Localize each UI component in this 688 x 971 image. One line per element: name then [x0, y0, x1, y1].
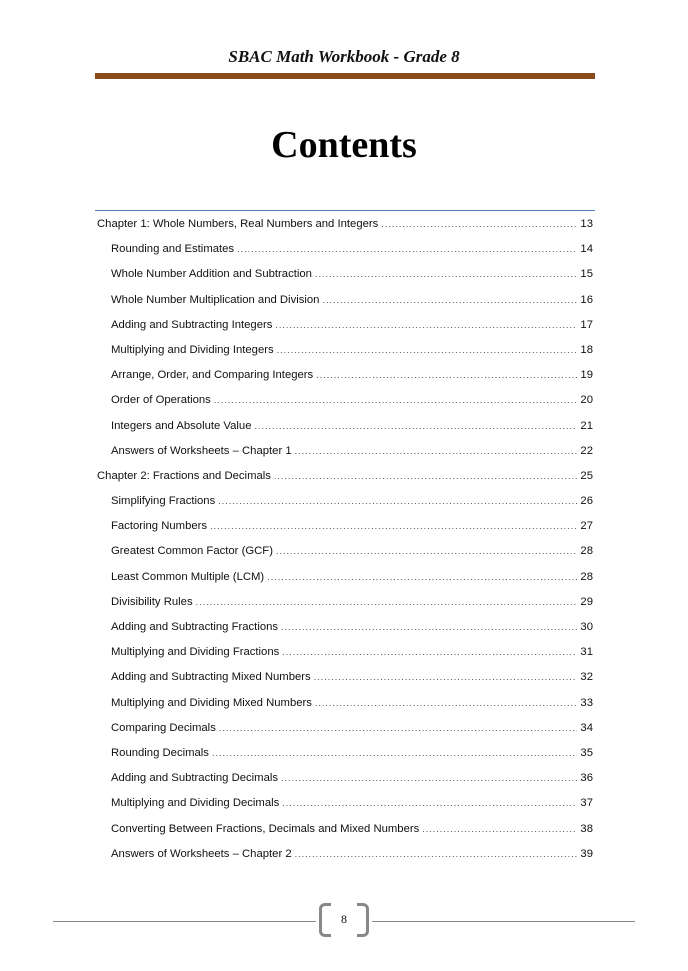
toc-section-entry[interactable]	[95, 363, 595, 388]
page-number: 8	[341, 912, 347, 926]
toc-section-entry[interactable]	[95, 313, 595, 338]
header-divider	[95, 73, 595, 79]
toc-dot-leader	[196, 590, 578, 615]
toc-section-entry[interactable]	[95, 615, 595, 640]
toc-entry-label: Chapter 1: Whole Numbers, Real Numbers and Integers	[97, 218, 379, 230]
toc-entry-label: Multiplying and Dividing Integers	[111, 343, 274, 356]
right-brace-icon	[357, 903, 369, 937]
toc-section-entry[interactable]	[95, 716, 595, 741]
toc-entry-label: Multiplying and Dividing Mixed Numbers	[111, 696, 312, 709]
toc-dot-leader	[281, 766, 577, 791]
toc-entry-label: Factoring Numbers	[111, 520, 208, 533]
toc-entry-page: 35	[580, 746, 593, 759]
toc-section-entry[interactable]	[95, 665, 595, 690]
toc-dot-leader	[295, 842, 578, 867]
toc-section-entry[interactable]	[95, 817, 595, 842]
toc-entry-label: Multiplying and Dividing Decimals	[111, 797, 280, 810]
toc-section-entry[interactable]	[95, 842, 595, 867]
toc-section-entry[interactable]	[95, 590, 595, 615]
toc-entry-page: 37	[580, 797, 593, 810]
toc-entry-label: Answers of Worksheets – Chapter 1	[111, 444, 292, 457]
toc-entry-page: 26	[580, 495, 593, 508]
book-title: SBAC Math Workbook - Grade 8	[228, 47, 460, 66]
toc-entry-label: Integers and Absolute Value	[111, 419, 252, 432]
toc-chapter-entry[interactable]	[95, 212, 595, 237]
toc-section-entry[interactable]	[95, 288, 595, 313]
toc-entry-page: 19	[580, 369, 593, 382]
toc-section-entry[interactable]	[95, 262, 595, 287]
toc-entry-page: 31	[580, 646, 593, 659]
toc-entry-page: 20	[580, 394, 593, 407]
toc-entry-label: Divisibility Rules	[111, 595, 193, 608]
toc-entry-page: 34	[580, 721, 593, 734]
toc-entry-page: 33	[580, 696, 593, 709]
toc-section-entry[interactable]	[95, 766, 595, 791]
toc-dot-leader	[267, 565, 577, 590]
toc-entry-page: 38	[580, 822, 593, 835]
toc-entry-label: Comparing Decimals	[111, 721, 216, 734]
toc-entry-label: Arrange, Order, and Comparing Integers	[111, 369, 314, 382]
toc-dot-leader	[254, 414, 577, 439]
toc-entry-page: 13	[580, 218, 593, 230]
toc-entry-page: 15	[580, 268, 593, 281]
toc-dot-leader	[315, 691, 578, 716]
toc-dot-leader	[282, 791, 577, 816]
toc-entry-label: Rounding and Estimates	[111, 243, 235, 256]
footer-line-right	[372, 921, 635, 922]
toc-divider	[95, 210, 595, 211]
toc-entry-label: Adding and Subtracting Mixed Numbers	[111, 671, 311, 684]
toc-dot-leader	[315, 262, 577, 287]
toc-entry-page: 32	[580, 671, 593, 684]
toc-dot-leader	[237, 237, 577, 262]
toc-dot-leader	[422, 817, 577, 842]
toc-dot-leader	[314, 665, 578, 690]
toc-section-entry[interactable]	[95, 388, 595, 413]
toc-dot-leader	[274, 464, 578, 489]
toc-entry-label: Order of Operations	[111, 394, 211, 407]
toc-entry-label: Greatest Common Factor (GCF)	[111, 545, 273, 558]
toc-entry-page: 22	[580, 444, 593, 457]
toc-entry-page: 25	[580, 469, 593, 482]
footer-line-left	[53, 921, 316, 922]
toc-section-entry[interactable]	[95, 640, 595, 665]
toc-entry-label: Converting Between Fractions, Decimals and Mixed Numbers	[111, 822, 420, 835]
toc-section-entry[interactable]	[95, 539, 595, 564]
toc-dot-leader	[212, 741, 577, 766]
toc-entry-page: 17	[580, 318, 593, 331]
toc-section-entry[interactable]	[95, 338, 595, 363]
toc-section-entry[interactable]	[95, 565, 595, 590]
toc-section-entry[interactable]	[95, 414, 595, 439]
toc-entry-page: 16	[580, 293, 593, 306]
toc-entry-page: 28	[580, 545, 593, 558]
toc-entry-page: 14	[580, 243, 593, 256]
toc-entry-label: Adding and Subtracting Integers	[111, 318, 273, 331]
toc-entry-label: Whole Number Addition and Subtraction	[111, 268, 312, 281]
toc-entry-page: 29	[580, 595, 593, 608]
toc-entry-page: 21	[580, 419, 593, 432]
toc-entry-label: Simplifying Fractions	[111, 495, 216, 508]
toc-dot-leader	[275, 313, 577, 338]
toc-dot-leader	[276, 539, 577, 564]
toc-entry-label: Multiplying and Dividing Fractions	[111, 646, 280, 659]
toc-entry-page: 30	[580, 621, 593, 633]
toc-section-entry[interactable]	[95, 691, 595, 716]
toc-entry-page: 36	[580, 772, 593, 785]
page-title: Contents	[271, 124, 417, 166]
toc-section-entry[interactable]	[95, 489, 595, 514]
toc-section-entry[interactable]	[95, 439, 595, 464]
toc-section-entry[interactable]	[95, 741, 595, 766]
toc-dot-leader	[282, 640, 577, 665]
toc-chapter-entry[interactable]	[95, 464, 595, 489]
toc-entry-page: 18	[580, 343, 593, 356]
toc-dot-leader	[316, 363, 577, 388]
toc-dot-leader	[295, 439, 578, 464]
toc-entry-label: Chapter 2: Fractions and Decimals	[97, 469, 271, 482]
toc-dot-leader	[214, 388, 578, 413]
toc-dot-leader	[277, 338, 578, 363]
toc-entry-label: Rounding Decimals	[111, 746, 209, 759]
toc-entry-page: 27	[580, 520, 593, 533]
toc-dot-leader	[281, 615, 577, 640]
table-of-contents	[95, 212, 595, 867]
toc-entry-label: Least Common Multiple (LCM)	[111, 570, 265, 583]
toc-dot-leader	[219, 716, 578, 741]
toc-section-entry[interactable]	[95, 237, 595, 262]
toc-section-entry[interactable]	[95, 791, 595, 816]
toc-dot-leader	[218, 489, 577, 514]
toc-dot-leader	[210, 514, 577, 539]
toc-entry-label: Adding and Subtracting Fractions	[111, 621, 279, 633]
toc-entry-page: 28	[580, 570, 593, 583]
toc-entry-label: Adding and Subtracting Decimals	[111, 772, 279, 785]
toc-entry-label: Whole Number Multiplication and Division	[111, 293, 320, 306]
toc-dot-leader	[322, 288, 577, 313]
toc-entry-page: 39	[580, 847, 593, 860]
toc-section-entry[interactable]	[95, 514, 595, 539]
toc-dot-leader	[381, 212, 577, 237]
left-brace-icon	[319, 903, 331, 937]
toc-entry-label: Answers of Worksheets – Chapter 2	[111, 847, 292, 860]
